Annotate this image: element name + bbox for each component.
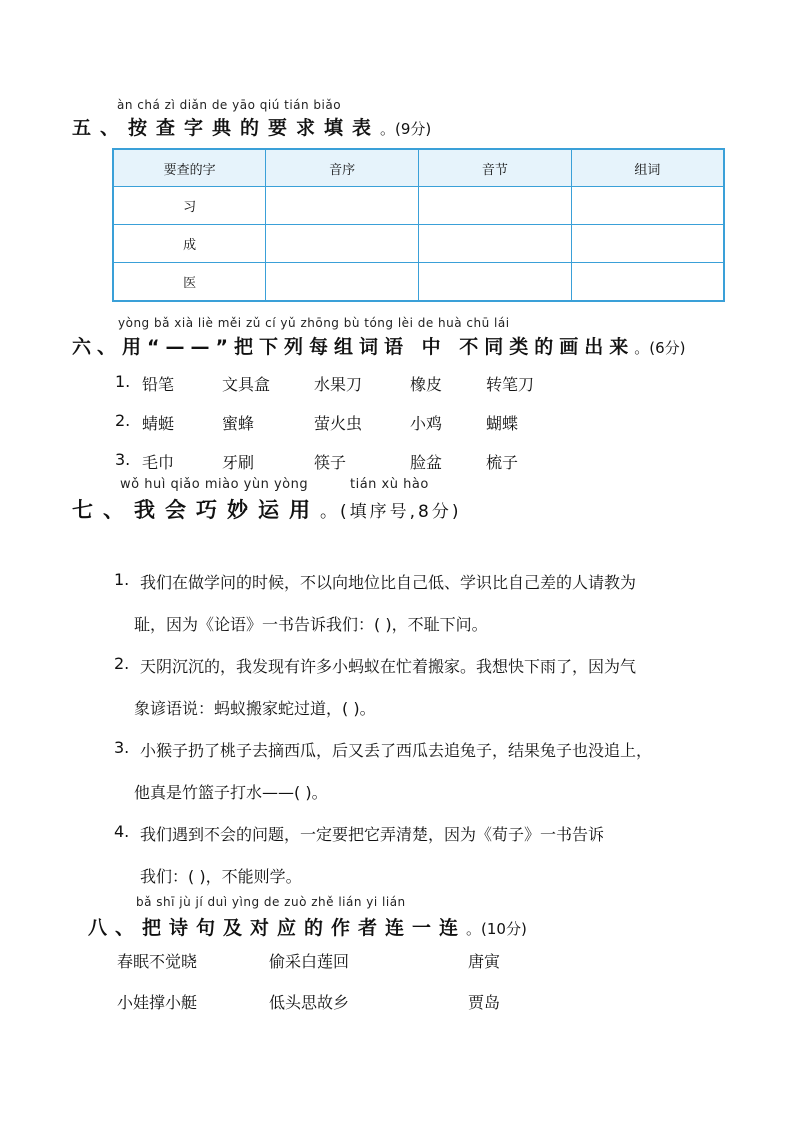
section7-title: 七、我会巧妙运用 bbox=[72, 498, 320, 522]
section5-heading bbox=[72, 113, 431, 140]
word-item[interactable]: 筷子 bbox=[314, 453, 347, 472]
section7-score: 。(填序号,8分) bbox=[320, 502, 462, 522]
dictionary-lookup-table bbox=[112, 148, 725, 302]
word-item[interactable]: 毛巾 bbox=[142, 453, 175, 472]
section5-pinyin: àn chá zì diǎn de yāo qiú tián biǎo bbox=[117, 98, 342, 112]
word-item[interactable]: 蜻蜓 bbox=[142, 414, 175, 433]
section8-title: 八、把诗句及对应的作者连一连 bbox=[88, 917, 467, 939]
poem-line[interactable]: 低头思故乡 bbox=[269, 993, 350, 1012]
word-item[interactable]: 水果刀 bbox=[314, 375, 363, 394]
author-name[interactable]: 唐寅 bbox=[468, 952, 501, 971]
question-text: 小猴子扔了桃子去摘西瓜，后又丢了西瓜去追兔子，结果兔子也没追上， bbox=[140, 741, 653, 760]
question-text: 我们在做学问的时候，不以向地位比自己低、学识比自己差的人请教为 bbox=[140, 573, 637, 592]
table-cell-char: 医 bbox=[113, 263, 266, 302]
section8-pinyin: bǎ shī jù jí duì yìng de zuò zhě lián yi lián bbox=[136, 895, 406, 909]
group-number: 3. bbox=[115, 450, 131, 469]
question-number: 2. bbox=[114, 654, 130, 673]
word-item[interactable]: 蝴蝶 bbox=[486, 414, 519, 433]
section6-title: 六、用“——”把下列每组词语 中 不同类的画出来 bbox=[72, 336, 635, 358]
section5-score: 。(9分) bbox=[380, 120, 432, 138]
section6-pinyin: yòng bǎ xià liè měi zǔ cí yǔ zhōng bù tóng lèi de huà chū lái bbox=[118, 316, 510, 330]
poem-line[interactable]: 春眠不觉晓 bbox=[117, 952, 198, 971]
answer-cell[interactable] bbox=[571, 225, 724, 263]
section6-heading bbox=[72, 332, 685, 359]
table-row bbox=[113, 263, 724, 302]
author-name[interactable]: 贾岛 bbox=[468, 993, 501, 1012]
table-header-row bbox=[113, 149, 724, 187]
word-item[interactable]: 文具盒 bbox=[222, 375, 271, 394]
poem-line[interactable]: 小娃撑小艇 bbox=[117, 993, 198, 1012]
word-item[interactable]: 蜜蜂 bbox=[222, 414, 255, 433]
word-item[interactable]: 梳子 bbox=[486, 453, 519, 472]
table-cell-char: 成 bbox=[113, 225, 266, 263]
section7-pinyin: wǒ huì qiǎo miào yùn yòng bbox=[120, 477, 309, 492]
question-text-answer[interactable]: 他真是竹篮子打水——( )。 bbox=[134, 783, 328, 802]
word-item[interactable]: 铅笔 bbox=[142, 375, 175, 394]
answer-cell[interactable] bbox=[571, 187, 724, 225]
answer-cell[interactable] bbox=[266, 225, 419, 263]
word-item[interactable]: 橡皮 bbox=[410, 375, 443, 394]
answer-cell[interactable] bbox=[266, 187, 419, 225]
section8-score: 。(10分) bbox=[466, 920, 527, 938]
question-number: 1. bbox=[114, 570, 130, 589]
poem-line[interactable]: 偷采白莲回 bbox=[269, 952, 350, 971]
answer-cell[interactable] bbox=[266, 263, 419, 302]
table-cell-char: 习 bbox=[113, 187, 266, 225]
answer-cell[interactable] bbox=[571, 263, 724, 302]
word-item[interactable]: 小鸡 bbox=[410, 414, 443, 433]
question-text-answer[interactable]: 耻，因为《论语》一书告诉我们：( )，不耻下问。 bbox=[134, 615, 488, 634]
table-header: 音序 bbox=[266, 149, 419, 187]
section6-score: 。(6分) bbox=[634, 339, 686, 357]
table-header: 要查的字 bbox=[113, 149, 266, 187]
word-item[interactable]: 萤火虫 bbox=[314, 414, 363, 433]
group-number: 2. bbox=[115, 411, 131, 430]
table-header: 组词 bbox=[571, 149, 724, 187]
question-text-answer[interactable]: 我们：( )，不能则学。 bbox=[140, 867, 302, 886]
table-header: 音节 bbox=[419, 149, 572, 187]
question-number: 4. bbox=[114, 822, 130, 841]
question-text: 我们遇到不会的问题，一定要把它弄清楚，因为《荀子》一书告诉 bbox=[140, 825, 605, 844]
answer-cell[interactable] bbox=[419, 225, 572, 263]
word-item[interactable]: 转笔刀 bbox=[486, 375, 535, 394]
section7-heading bbox=[72, 494, 461, 524]
question-text-answer[interactable]: 象谚语说：蚂蚁搬家蛇过道，( )。 bbox=[134, 699, 376, 718]
table-row bbox=[113, 187, 724, 225]
answer-cell[interactable] bbox=[419, 187, 572, 225]
table-row bbox=[113, 225, 724, 263]
section8-heading bbox=[88, 913, 527, 940]
word-item[interactable]: 脸盆 bbox=[410, 453, 443, 472]
question-number: 3. bbox=[114, 738, 130, 757]
section7-pinyin-tail: tián xù hào bbox=[350, 477, 429, 492]
group-number: 1. bbox=[115, 372, 131, 391]
word-item[interactable]: 牙刷 bbox=[222, 453, 255, 472]
section5-title: 五、按查字典的要求填表 bbox=[72, 117, 381, 139]
question-text: 天阴沉沉的，我发现有许多小蚂蚁在忙着搬家。我想快下雨了，因为气 bbox=[140, 657, 637, 676]
answer-cell[interactable] bbox=[419, 263, 572, 302]
